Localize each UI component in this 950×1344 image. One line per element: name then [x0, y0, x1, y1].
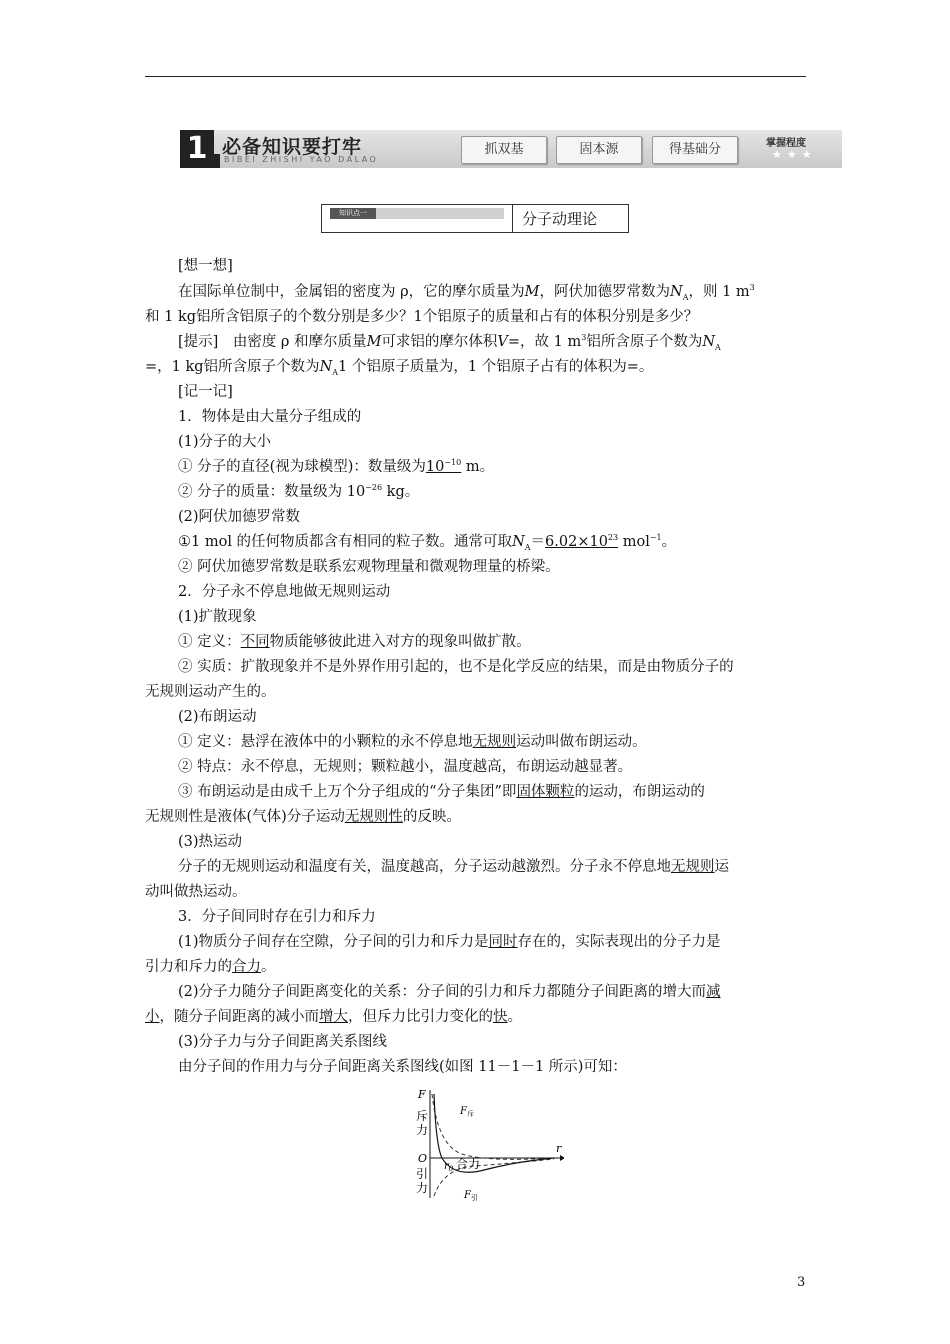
label-repulsion-2: 力: [416, 1123, 429, 1137]
tab-base-score[interactable]: 得基础分: [652, 136, 738, 164]
point-2-heading: 2．分子永不停息地做无规则运动: [178, 584, 391, 600]
line-gap-cont: 引力和斥力的合力。: [145, 959, 276, 975]
section-banner: [180, 130, 842, 168]
label-r0: $r_0$: [444, 1161, 454, 1173]
sub-heading-size: (1)分子的大小: [178, 434, 272, 450]
mastery-stars: ★★★: [772, 148, 817, 161]
repulsion-curve: [432, 1094, 554, 1159]
line-brownian-nature-cont: 无规则性是液体(气体)分子运动无规则性的反映。: [145, 809, 461, 825]
section-pinyin: BIBEI ZHISHI YAO DALAO: [224, 155, 379, 164]
line-mass: ② 分子的质量：数量级为 $10^{-26}$ kg。: [178, 483, 420, 500]
line-thermal-cont: 动叫做热运动。: [145, 884, 247, 900]
line-diffusion-def: ① 定义：不同物质能够彼此进入对方的现象叫做扩散。: [178, 634, 531, 650]
knowledge-point-label-bar: [330, 208, 504, 219]
knowledge-point-title: 分子动理论: [522, 210, 598, 228]
line-thermal: 分子的无规则运动和温度有关，温度越高，分子运动越激烈。分子永不停息地无规则运: [178, 859, 729, 875]
hint-line-2: =，1 kg铝所含原子个数为$N_A1$ 个铝原子质量为，1 个铝原子占有的体积为=。: [145, 359, 654, 377]
knowledge-point-box: [321, 204, 629, 233]
sub-heading-brownian: (2)布朗运动: [178, 709, 257, 725]
knowledge-point-label: 知识点一: [330, 208, 376, 219]
label-F-repulsion: $F_斥$: [460, 1106, 474, 1118]
line-force-distance-cont: 小，随分子间距离的减小而增大，但斥力比引力变化的快。: [145, 1009, 522, 1025]
force-distance-graph: [414, 1086, 564, 1204]
mastery-label: 掌握程度: [766, 138, 806, 149]
line-diameter: ① 分子的直径(视为球模型)：数量级为$10^{-10}$ m。: [178, 458, 495, 475]
line-brownian-nature: ③ 布朗运动是由成千上万个分子组成的“分子集团”即固体颗粒的运动，布朗运动的: [178, 784, 705, 800]
sub-heading-avogadro: (2)阿伏加德罗常数: [178, 509, 301, 525]
remember-heading: [记一记]: [178, 384, 233, 400]
page-number: 3: [797, 1275, 806, 1290]
hint-line-1: [提示] 由密度 ρ 和摩尔质量M可求铝的摩尔体积V=，故 1 $m^3$铝所含原子个数为$N_A$: [178, 333, 721, 352]
line-diffusion-essence: ② 实质：扩散现象并不是外界作用引起的，也不是化学反应的结果，而是由物质分子的: [178, 659, 734, 675]
label-resultant: 合力: [456, 1157, 481, 1171]
question-line-1: 在国际单位制中，金属铝的密度为 ρ，它的摩尔质量为M，阿伏加德罗常数为$N_A$，则 1 $m^3$: [178, 283, 755, 302]
label-attraction: 引: [416, 1167, 429, 1181]
label-origin: O: [418, 1152, 428, 1165]
sub-heading-diffusion: (1)扩散现象: [178, 609, 257, 625]
tab-foundation[interactable]: 固本源: [556, 136, 642, 164]
sub-heading-thermal: (3)热运动: [178, 834, 243, 850]
kp-divider: [512, 205, 513, 232]
line-graph-intro: 由分子间的作用力与分子间距离关系图线(如图 11－1－1 所示)可知：: [178, 1059, 627, 1075]
section-title: 必备知识要打牢: [222, 136, 363, 158]
line-avogadro-bridge: ② 阿伏加德罗常数是联系宏观物理量和微观物理量的桥梁。: [178, 559, 560, 575]
line-brownian-def: ① 定义：悬浮在液体中的小颗粒的永不停息地无规则运动叫做布朗运动。: [178, 734, 647, 750]
label-r: r: [556, 1142, 562, 1155]
think-heading: [想一想]: [178, 258, 233, 274]
line-diffusion-essence-cont: 无规则运动产生的。: [145, 684, 276, 700]
point-3-heading: 3．分子间同时存在引力和斥力: [178, 909, 376, 925]
label-F: F: [418, 1088, 426, 1101]
question-line-2: 和 1 kg铝所含铝原子的个数分别是多少？1个铝原子的质量和占有的体积分别是多少？: [145, 309, 699, 325]
point-1-heading: 1．物体是由大量分子组成的: [178, 409, 362, 425]
section-number: 1: [180, 130, 214, 168]
label-attraction-2: 力: [416, 1181, 429, 1195]
line-force-distance: (2)分子力随分子间距离变化的关系：分子间的引力和斥力都随分子间距离的增大而减: [178, 984, 721, 1000]
x-axis-arrow: [560, 1155, 564, 1161]
line-brownian-features: ② 特点：永不停息，无规则；颗粒越小，温度越高，布朗运动越显著。: [178, 759, 633, 775]
line-avogadro-value: ①1 mol 的任何物质都含有相同的粒子数。通常可取$N_A=6.02\times 10^{23}$ mol$^{-1}$。: [178, 533, 677, 552]
label-F-attraction: $F_引$: [464, 1190, 478, 1202]
header-rule: [145, 76, 806, 77]
label-repulsion: 斥: [416, 1109, 429, 1123]
line-gap: (1)物质分子间存在空隙，分子间的引力和斥力是同时存在的，实际表现出的分子力是: [178, 934, 721, 950]
resultant-curve: [434, 1094, 554, 1172]
sub-heading-graph: (3)分子力与分子间距离关系图线: [178, 1034, 388, 1050]
tab-basics[interactable]: 抓双基: [461, 136, 547, 164]
